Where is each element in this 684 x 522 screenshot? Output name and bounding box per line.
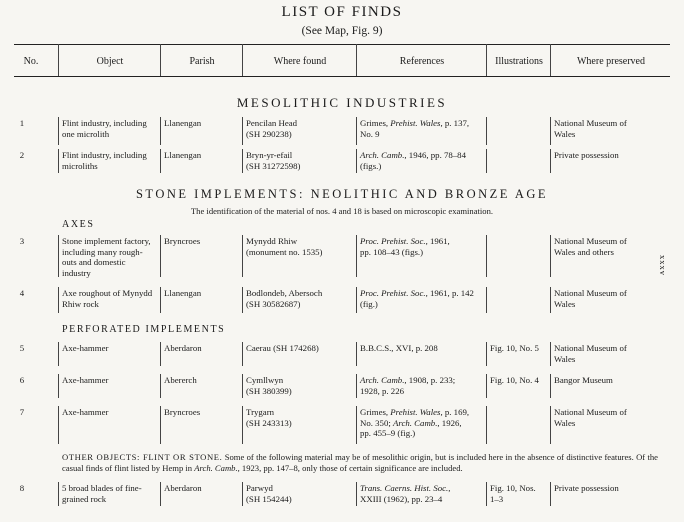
row-column-divider [160,374,161,398]
cell-line: 5 broad blades of fine- [62,483,142,493]
cell-line: Trygarn [246,407,275,417]
reference-text: No. 9 [360,128,380,139]
cell-where-found [246,483,354,504]
row-column-divider [550,406,551,444]
cell-object [62,288,158,309]
cell-object [62,236,158,278]
cell-line: Mynydd Rhiw [246,236,298,246]
reference-text: 1928, p. 226 [360,385,404,396]
cell-references [360,118,484,139]
cell-where-found [246,375,354,396]
cell-where-preserved [554,375,670,386]
cell-where-found [246,288,354,309]
reference-line [360,247,484,258]
cell-line: National Museum of [554,288,627,298]
cell-line: Stone implement factory, [62,236,151,246]
cell-line: National Museum of [554,343,627,353]
cell-parish: Bryncroes [164,236,201,246]
header-column-divider [242,44,243,76]
row-column-divider [160,342,161,366]
cell-where-found [246,150,354,171]
cell-line: Bodlondeb, Abersoch [246,288,323,298]
reference-line [360,129,484,140]
cell-line: Pencilan Head [246,118,298,128]
cell-line: (SH 290238) [246,128,292,139]
reference-text: , 1926, [437,417,462,428]
cell-parish: Llanengan [164,288,202,298]
cell-line: (SH 380399) [246,385,292,396]
cell-line: (SH 31272598) [246,160,301,171]
row-column-divider [356,235,357,277]
row-column-divider [356,342,357,366]
cell-parish: Bryncroes [164,407,201,417]
cell-references [360,150,484,171]
row-column-divider [356,482,357,506]
row-column-divider [242,149,243,173]
subsection-perforated: PERFORATED IMPLEMENTS [62,324,226,335]
row-column-divider [58,406,59,444]
cell-line: Parwyd [246,483,273,493]
row-column-divider [356,287,357,313]
cell-line: Wales [554,298,576,309]
reference-title: Proc. Prehist. Soc. [360,236,426,246]
reference-text: , [448,483,451,493]
cell-references [360,343,484,354]
reference-title: Prehist. Wales [390,407,441,417]
row-column-divider [242,374,243,398]
cell-line: Flint industry, including [62,118,147,128]
cell-line: Flint industry, including [62,150,147,160]
cell-object [62,150,158,171]
cell-references [360,483,484,504]
cell-line: (SH 154244) [246,493,292,504]
cell-line: Axe roughout of Mynydd [62,288,153,298]
cell-line: National Museum of [554,118,627,128]
reference-text: (figs.) [360,160,382,171]
row-column-divider [58,149,59,173]
page-title: LIST OF FINDS [281,4,403,20]
cell-object [62,483,158,504]
reference-text: B.B.C.S., XVI, p. 208 [360,343,438,353]
row-number: 1 [19,118,25,128]
cell-object [62,118,158,139]
row-column-divider [160,482,161,506]
reference-text: No. 350; [360,417,393,428]
header-bottom-rule [14,76,670,77]
row-column-divider [58,482,59,506]
reference-line [360,407,484,418]
reference-line [360,386,484,397]
row-column-divider [58,287,59,313]
reference-line [360,375,484,386]
row-column-divider [486,117,487,145]
cell-where-found [246,407,354,428]
reference-line [360,288,484,299]
reference-title: Arch. Camb. [393,417,438,428]
row-column-divider [58,235,59,277]
row-column-divider [486,482,487,506]
row-column-divider [550,374,551,398]
row-column-divider [486,235,487,277]
cell-line: Caerau (SH 174268) [246,343,319,353]
side-page-number: xxxv [658,255,668,276]
row-column-divider [58,342,59,366]
row-column-divider [160,406,161,444]
reference-line [360,236,484,247]
stone-note: The identification of the material of nos. 4 and 18 is based on microscopic examination. [190,206,494,216]
row-column-divider [58,374,59,398]
cell-line: National Museum of [554,236,627,246]
row-column-divider [550,342,551,366]
row-number: 4 [19,288,25,298]
row-column-divider [242,482,243,506]
row-column-divider [550,287,551,313]
reference-line [360,299,484,310]
cell-parish: Llanengan [164,150,202,160]
cell-parish: Aberdaron [164,343,202,353]
reference-title: Arch. Camb. [360,375,405,385]
header-references: References [399,56,445,67]
row-column-divider [486,406,487,444]
row-column-divider [486,342,487,366]
cell-line: (SH 243313) [246,417,292,428]
reference-text: pp. 108–43 (figs.) [360,246,424,257]
reference-text: (fig.) [360,298,378,309]
cell-line: outs and domestic [62,257,126,267]
header-parish: Parish [189,56,215,67]
reference-line [360,161,484,172]
cell-references [360,288,484,309]
row-number: 5 [19,343,25,353]
cell-where-found [246,343,354,354]
row-column-divider [160,235,161,277]
row-number: 2 [19,150,25,160]
cell-line: (SH 30582687) [246,298,301,309]
reference-line [360,343,484,354]
row-number: 3 [19,236,25,246]
cell-illustrations: Fig. 10, No. 4 [490,375,539,385]
other-objects-paragraph [62,452,658,474]
reference-title: Prehist. Wales [390,118,441,128]
reference-text: , 1908, p. 233; [404,375,456,385]
row-column-divider [356,117,357,145]
cell-line: Axe-hammer [62,375,109,385]
row-column-divider [242,406,243,444]
page-subtitle: (See Map, Fig. 9) [301,25,383,37]
reference-title: Trans. Caerns. Hist. Soc. [360,483,449,493]
cell-line: Axe-hammer [62,407,109,417]
cell-where-preserved [554,483,670,494]
cell-line: (monument no. 1535) [246,246,323,257]
reference-text: , p. 169, [440,407,470,417]
cell-where-preserved [554,150,670,161]
row-column-divider [242,235,243,277]
row-number: 7 [19,407,25,417]
cell-line: Private possession [554,150,619,160]
cell-line: including many rough- [62,246,143,257]
reference-text: , 1946, pp. 78–84 [404,150,466,160]
other-objects-text-1: Some of the following material may be of mesolithic origin, but is included here in the absence of distinctive features. Of the casual finds of flint listed by Hemp in [62,452,658,473]
row-column-divider [58,117,59,145]
cell-illustrations: Fig. 10, No. 5 [490,343,539,353]
cell-line: grained rock [62,493,107,504]
reference-text: , 1961, p. 142 [425,288,474,298]
cell-where-found [246,236,354,257]
header-column-divider [486,44,487,76]
reference-line [360,428,484,439]
cell-where-preserved [554,343,670,364]
cell-line: microliths [62,160,98,171]
cell-references [360,236,484,257]
reference-text: , 1961, [425,236,450,246]
cell-line: Wales [554,128,576,139]
cell-object [62,407,158,418]
cell-line: Axe-hammer [62,343,109,353]
cell-references [360,375,484,396]
cell-line: National Museum of [554,407,627,417]
row-column-divider [242,287,243,313]
reference-text: Grimes, [360,118,391,128]
reference-line [360,483,484,494]
row-column-divider [486,149,487,173]
row-column-divider [356,374,357,398]
reference-line [360,118,484,129]
row-column-divider [486,374,487,398]
cell-where-preserved [554,288,670,309]
cell-line: Private possession [554,483,619,493]
cell-line: one microlith [62,128,110,139]
other-objects-ref: Arch. Camb. [194,463,238,473]
row-column-divider [356,406,357,444]
row-column-divider [356,149,357,173]
row-column-divider [242,342,243,366]
reference-line [360,150,484,161]
cell-line: industry [62,267,91,278]
header-where-preserved: Where preserved [576,56,645,67]
cell-line: Bangor Museum [554,375,613,385]
reference-line [360,418,484,429]
cell-illustrations: Fig. 10, Nos. 1–3 [490,483,536,504]
reference-text: XXIII (1962), pp. 23–4 [360,493,443,504]
header-illustrations: Illustrations [495,56,543,67]
cell-object [62,375,158,386]
reference-title: Proc. Prehist. Soc. [360,288,426,298]
cell-line: Wales [554,417,576,428]
header-no: No. [23,56,39,67]
reference-line [360,494,484,505]
row-column-divider [160,287,161,313]
reference-text: pp. 455–9 (fig.) [360,428,416,438]
cell-object [62,343,158,354]
cell-where-preserved [554,407,670,428]
cell-references [360,407,484,439]
cell-parish: Abererch [164,375,197,385]
header-object: Object [96,56,124,67]
row-number: 8 [19,483,25,493]
row-column-divider [486,287,487,313]
cell-line: Bryn-yr-efail [246,150,293,160]
cell-line: Wales [554,353,576,364]
row-column-divider [550,482,551,506]
reference-text: , p. 137, [440,118,470,128]
row-column-divider [550,117,551,145]
row-column-divider [242,117,243,145]
header-column-divider [160,44,161,76]
cell-where-preserved [554,118,670,139]
cell-line: Rhiw rock [62,298,99,309]
reference-title: Arch. Camb. [360,150,405,160]
row-column-divider [550,149,551,173]
other-objects-text-2: , 1923, pp. 147–8, only those of certain significance are included. [237,463,463,473]
header-column-divider [550,44,551,76]
other-objects-lead: OTHER OBJECTS: FLINT OR STONE. [62,452,223,462]
row-column-divider [160,117,161,145]
section-stone-implements: STONE IMPLEMENTS: NEOLITHIC AND BRONZE AGE [135,187,549,201]
reference-text: Grimes, [360,407,391,417]
cell-parish: Aberdaron [164,483,202,493]
header-where-found: Where found [273,56,327,67]
header-column-divider [356,44,357,76]
header-column-divider [58,44,59,76]
cell-where-found [246,118,354,139]
subsection-axes: AXES [62,219,95,230]
row-column-divider [550,235,551,277]
row-number: 6 [19,375,25,385]
header-top-rule [14,44,670,45]
row-column-divider [160,149,161,173]
cell-line: Cymllwyn [246,375,284,385]
cell-parish: Llanengan [164,118,202,128]
section-mesolithic: MESOLITHIC INDUSTRIES [236,95,448,110]
cell-where-preserved [554,236,670,257]
cell-line: Wales and others [554,246,614,257]
